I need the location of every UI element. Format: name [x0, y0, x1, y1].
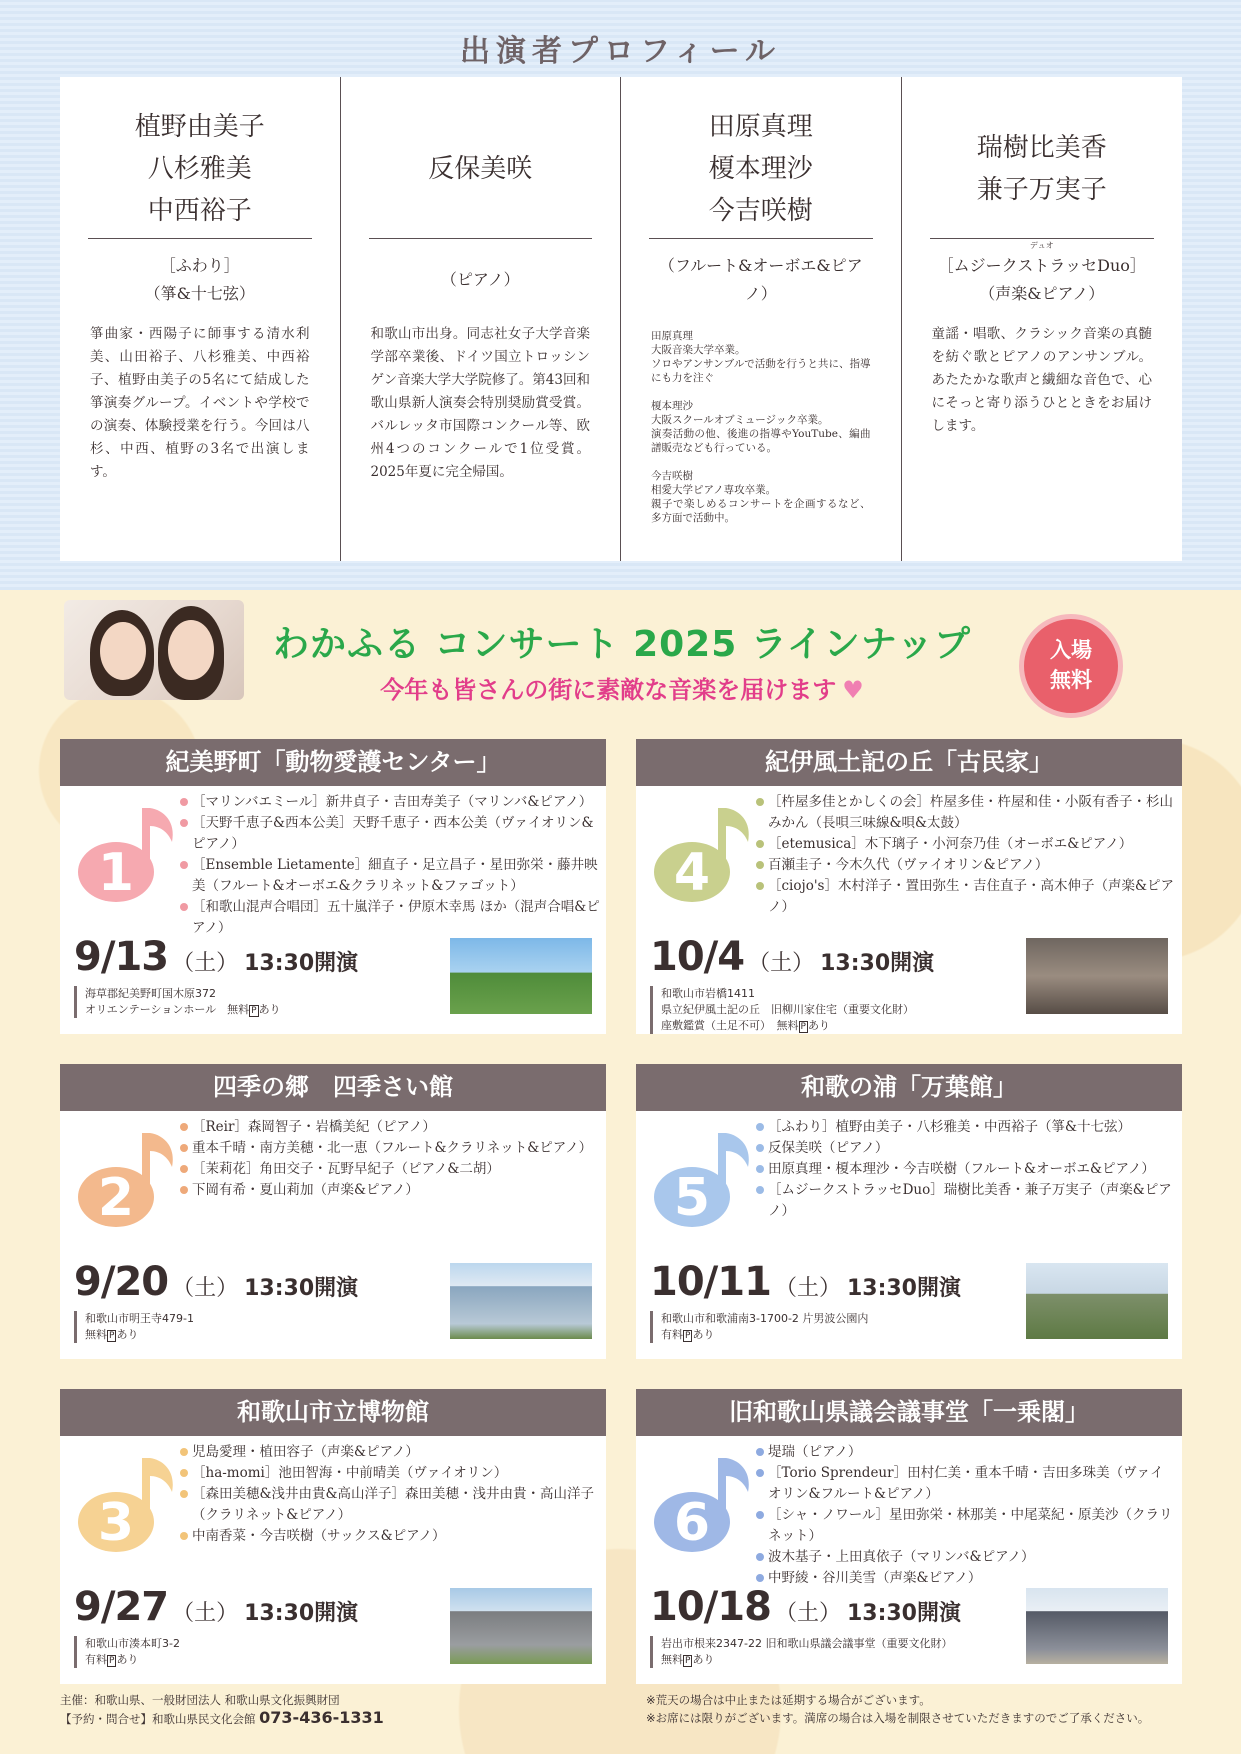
performer-name: 今吉咲樹 [708, 195, 813, 226]
profile-bio: 和歌山市出身。同志社女子大学音楽学部卒業後、ドイツ国立トロッシンゲン音楽大学大学院修了。第43回和歌山県新人演奏会特別奨励賞受賞。バルレッタ市国際コンクール等、欧州4つのコンクールで1位受賞。2025年夏に完全帰国。 [370, 326, 590, 480]
bullet-icon [756, 1144, 764, 1152]
start-time: 13:30開演 [846, 1601, 961, 1626]
performer-name: 中西裕子 [147, 195, 252, 226]
performer-item [756, 855, 1176, 876]
profile-bio: 田原真理 大阪音楽大学卒業。 ソロやアンサンブルで活動を行うと共に、指導にも力を注ぐ 榎本理沙 大阪スクールオブミュージック卒業。 演奏活動の他、後進の指導やYouTube、編曲譜販売なども行っている。 今吉咲樹 相愛大学ピアノ専攻卒業。 親子で楽しめるコンサートを企画するなど、多方面で活動中。 [651, 330, 871, 524]
parking-text: あり [258, 1003, 281, 1016]
performer-item [180, 1442, 600, 1463]
date-line [74, 934, 358, 980]
performer-name: 反保美咲 [428, 153, 533, 184]
bullet-icon [180, 798, 188, 806]
parking-icon: P [685, 1331, 691, 1341]
performer-item [756, 1505, 1176, 1547]
parking-icon: P [251, 1006, 257, 1016]
performer-text: 中野綾・谷川美雪（声楽&ピアノ） [768, 1570, 982, 1586]
performer-list [180, 1442, 600, 1547]
free-admission-badge [1019, 614, 1123, 718]
performer-text: 堤瑞（ピアノ） [768, 1444, 862, 1460]
day-of-week: （土） [774, 1601, 841, 1626]
bullet-icon [756, 840, 764, 848]
parking-text: あり [116, 1328, 139, 1341]
performer-names [930, 99, 1155, 239]
venue-address: 海草郡紀美野町国木原372 [85, 987, 216, 1000]
profile-grid [60, 77, 1182, 561]
bullet-icon [180, 1532, 188, 1540]
performer-text: 百瀬圭子・今木久代（ヴァイオリン&ピアノ） [768, 857, 1049, 873]
concert-card-6 [636, 1389, 1182, 1684]
performer-text: ［天野千恵子&西本公美］天野千恵子・西本公美（ヴァイオリン&ピアノ） [192, 815, 594, 852]
concert-date: 9/27 [74, 1584, 169, 1630]
phone-number: 073-436-1331 [259, 1708, 384, 1727]
performer-name: 瑞樹比美香 [976, 132, 1107, 163]
concert-card-3 [60, 1389, 606, 1684]
performer-text: ［杵屋多佳とかしくの会］杵屋多佳・杵屋和佳・小阪有香子・杉山みかん（長唄三味線&唄&太鼓） [768, 794, 1173, 831]
performer-text: ［Ensemble Lietamente］細直子・足立昌子・星田弥栄・藤井映美（フルート&オーボエ&クラリネット&ファゴット） [192, 857, 598, 894]
date-line [74, 1259, 358, 1305]
badge-line: 無料 [1050, 668, 1092, 692]
fee-text: 座敷鑑賞（土足不可） 無料 [661, 1019, 799, 1032]
performer-text: ［シャ・ノワール］星田弥栄・林那美・中尾菜紀・原美沙（クラリネット） [768, 1507, 1173, 1544]
parking-icon: P [109, 1656, 115, 1666]
venue-info [650, 1636, 952, 1668]
fee-text: 有料 [85, 1653, 107, 1666]
fee-parking-line [661, 1327, 868, 1343]
performer-item [756, 1180, 1176, 1222]
music-note-icon [72, 1448, 182, 1558]
venue-place: 県立紀伊風土記の丘 旧柳川家住宅（重要文化財） [661, 1003, 914, 1016]
bullet-icon [180, 1448, 188, 1456]
performer-text: ［ciojo's］木村洋子・置田弥生・吉住直子・高木伸子（声楽&ピアノ） [768, 878, 1174, 915]
concert-number: 4 [673, 843, 711, 903]
performer-list [756, 1117, 1176, 1222]
bullet-icon [756, 1165, 764, 1173]
fee-parking-line [661, 1018, 914, 1034]
performer-text: 下岡有希・夏山莉加（声楽&ピアノ） [192, 1182, 419, 1198]
performer-item [756, 792, 1176, 834]
performer-text: ［マリンバエミール］新井貞子・吉田寿美子（マリンバ&ピアノ） [192, 794, 593, 810]
performer-item [180, 1526, 600, 1547]
music-note-icon [648, 1448, 758, 1558]
concert-card-4 [636, 739, 1182, 1034]
concert-number: 2 [97, 1168, 135, 1228]
bullet-icon [180, 819, 188, 827]
bullet-icon [756, 1123, 764, 1131]
performer-text: ［ha-momi］池田智海・中前晴美（ヴァイオリン） [192, 1465, 508, 1481]
performer-item [180, 1159, 600, 1180]
profile-column-fuwari [60, 77, 341, 561]
day-of-week: （土） [172, 951, 239, 976]
performer-item [756, 1159, 1176, 1180]
venue-title: 紀美野町「動物愛護センター」 [60, 739, 606, 786]
performer-item [756, 1547, 1176, 1568]
music-note-icon [648, 798, 758, 908]
card-body [60, 1111, 606, 1359]
venue-info [650, 1311, 868, 1343]
bullet-icon [756, 861, 764, 869]
note-seating: ※お席には限りがございます。満席の場合は入場を制限させていただきますのでご了承ください。 [646, 1711, 1150, 1725]
bullet-icon [756, 1574, 764, 1582]
performer-text: ［ふわり］植野由美子・八杉雅美・中西裕子（箏&十七弦） [768, 1119, 1132, 1135]
venue-photo [450, 1263, 592, 1339]
start-time: 13:30開演 [244, 951, 359, 976]
card-body [60, 1436, 606, 1684]
lineup-subtitle [262, 670, 982, 705]
performer-names [369, 99, 593, 239]
venue-address: 和歌山市湊本町3-2 [85, 1637, 180, 1650]
instrument: （箏&十七弦） [144, 284, 255, 303]
venue-info [74, 986, 281, 1018]
ruby-text: デュオ [1029, 241, 1054, 250]
venue-photo [450, 1588, 592, 1664]
venue-title: 和歌山市立博物館 [60, 1389, 606, 1436]
bullet-icon [756, 1553, 764, 1561]
bullet-icon [756, 798, 764, 806]
performer-text: 波木基子・上田真依子（マリンバ&ピアノ） [768, 1549, 1035, 1565]
venue-info [74, 1636, 180, 1668]
bullet-icon [756, 882, 764, 890]
performer-text: ［Reir］森岡智子・岩橋美紀（ピアノ） [192, 1119, 436, 1135]
footer-notes [646, 1691, 1149, 1727]
performer-item [180, 1138, 600, 1159]
venue-info [650, 986, 914, 1034]
performer-list [180, 792, 600, 939]
card-body [636, 786, 1182, 1034]
start-time: 13:30開演 [244, 1601, 359, 1626]
performer-item [180, 792, 600, 813]
parking-icon: P [685, 1656, 691, 1666]
contact-label: 【予約・問合せ】和歌山県民文化会館 [60, 1712, 256, 1726]
profile-section [0, 0, 1241, 590]
fee-text: 無料 [661, 1653, 683, 1666]
performer-text: 中南香菜・今吉咲樹（サックス&ピアノ） [192, 1528, 446, 1544]
day-of-week: （土） [172, 1601, 239, 1626]
start-time: 13:30開演 [846, 1276, 961, 1301]
concert-date: 9/13 [74, 934, 169, 980]
profile-bio: 童謡・唱歌、クラシック音楽の真髄を紡ぐ歌とピアノのアンサンブル。あたたかな歌声と繊細な音色で、心にそっと寄り添うひとときをお届けします。 [931, 326, 1152, 434]
performer-item [180, 1117, 600, 1138]
lineup-subtitle-text: 今年も皆さんの街に素敵な音楽を届けます [380, 676, 837, 704]
music-note-icon [72, 1123, 182, 1233]
profile-heading: 出演者プロフィール [460, 34, 781, 69]
profile-bio: 箏曲家・西陽子に師事する清水利美、山田裕子、八杉雅美、中西裕子、植野由美子の5名にて結成した箏演奏グループ。イベントや学校での演奏、体験授業を行う。今回は八杉、中西、植野の3名で出演します。 [90, 326, 310, 480]
performer-text: ［ムジークストラッセDuo］瑞樹比美香・兼子万実子（声楽&ピアノ） [768, 1182, 1172, 1219]
parking-text: あり [807, 1019, 830, 1032]
group-name-with-ruby [932, 241, 1153, 280]
concert-number: 1 [97, 843, 135, 903]
instrument: （声楽&ピアノ） [979, 284, 1105, 303]
date-line [74, 1584, 358, 1630]
performer-names [88, 99, 312, 239]
parking-icon: P [800, 1022, 806, 1032]
parking-text: あり [116, 1653, 139, 1666]
bullet-icon [180, 1490, 188, 1498]
contact-line [60, 1709, 384, 1728]
fee-text: オリエンテーションホール 無料 [85, 1003, 250, 1016]
profile-column-trio [621, 77, 902, 561]
venue-photo [1026, 1588, 1168, 1664]
bullet-icon [180, 1123, 188, 1131]
group-name: ［ふわり］ [159, 256, 240, 275]
performer-text: 反保美咲（ピアノ） [768, 1140, 889, 1156]
performer-text: ［森田美穂&浅井由貴&高山洋子］森田美穂・浅井由貴・高山洋子（クラリネット&ピアノ） [192, 1486, 595, 1523]
performer-item [756, 876, 1176, 918]
bullet-icon [756, 1448, 764, 1456]
card-body [636, 1111, 1182, 1359]
concert-date: 10/11 [650, 1259, 771, 1305]
parking-icon: P [109, 1331, 115, 1341]
performer-item [756, 1138, 1176, 1159]
performer-item [180, 855, 600, 897]
instrument: （ピアノ） [440, 270, 520, 289]
date-line [650, 934, 934, 980]
venue-title: 四季の郷 四季さい館 [60, 1064, 606, 1111]
performer-text: ［Torio Sprendeur］田村仁美・重本千晴・吉田多珠美（ヴァイオリン&フルート&ピアノ） [768, 1465, 1164, 1502]
venue-photo [1026, 938, 1168, 1014]
fee-text: 有料 [661, 1328, 683, 1341]
performer-name: 植野由美子 [134, 111, 265, 142]
performer-names [649, 99, 873, 239]
performer-name: 榎本理沙 [708, 153, 813, 184]
venue-title: 和歌の浦「万葉館」 [636, 1064, 1182, 1111]
fee-parking-line [85, 1652, 180, 1668]
performer-text: 重本千晴・南方美穂・北一恵（フルート&クラリネット&ピアノ） [192, 1140, 593, 1156]
performers-photo [64, 600, 244, 700]
venue-address: 和歌山市明王寺479-1 [85, 1312, 194, 1325]
performer-name: 田原真理 [708, 111, 813, 142]
day-of-week: （土） [172, 1276, 239, 1301]
bullet-icon [180, 1469, 188, 1477]
bullet-icon [180, 861, 188, 869]
parking-text: あり [692, 1653, 715, 1666]
concert-date: 10/4 [650, 934, 745, 980]
concert-date: 9/20 [74, 1259, 169, 1305]
bullet-icon [180, 903, 188, 911]
venue-title: 紀伊風土記の丘「古民家」 [636, 739, 1182, 786]
music-note-icon [648, 1123, 758, 1233]
date-line [650, 1259, 961, 1305]
group-info [651, 249, 871, 311]
lineup-title: わかふる コンサート 2025 ラインナップ [273, 624, 971, 665]
bullet-icon [180, 1186, 188, 1194]
fee-parking-line [85, 1002, 281, 1018]
performer-list [756, 792, 1176, 918]
badge-line: 入場 [1050, 638, 1092, 662]
bullet-icon [180, 1144, 188, 1152]
venue-photo [450, 938, 592, 1014]
performer-text: ［和歌山混声合唱団］五十嵐洋子・伊原木幸馬 ほか（混声合唱&ピアノ） [192, 899, 600, 936]
profile-column-tampo [341, 77, 622, 561]
day-of-week: （土） [748, 951, 815, 976]
group-info [932, 241, 1153, 311]
footer-organizer [60, 1691, 384, 1728]
heart-icon: ♥ [842, 676, 864, 704]
performer-text: ［茉莉花］角田交子・瓦野早紀子（ピアノ&二胡） [192, 1161, 500, 1177]
note-weather: ※荒天の場合は中止または延期する場合がございます。 [646, 1693, 931, 1707]
concert-date: 10/18 [650, 1584, 771, 1630]
performer-name: 八杉雅美 [147, 153, 252, 184]
venue-photo [1026, 1263, 1168, 1339]
card-body [60, 786, 606, 1034]
performer-item [180, 897, 600, 939]
fee-parking-line [85, 1327, 194, 1343]
performer-item [180, 1463, 600, 1484]
concert-number: 5 [673, 1168, 711, 1228]
performer-item [756, 1442, 1176, 1463]
bullet-icon [756, 1511, 764, 1519]
concert-number: 3 [97, 1493, 135, 1553]
performer-item [180, 813, 600, 855]
concert-card-2 [60, 1064, 606, 1359]
performer-list [756, 1442, 1176, 1589]
performer-list [180, 1117, 600, 1201]
group-name: ［ムジークストラッセDuo］ [937, 256, 1146, 275]
concert-number: 6 [673, 1493, 711, 1553]
performer-name: 兼子万実子 [976, 174, 1107, 205]
concert-card-5 [636, 1064, 1182, 1359]
performer-item [756, 834, 1176, 855]
performer-item [756, 1117, 1176, 1138]
start-time: 13:30開演 [820, 951, 935, 976]
card-body [636, 1436, 1182, 1684]
instrument: （フルート&オーボエ&ピアノ） [658, 256, 863, 303]
bullet-icon [756, 1186, 764, 1194]
music-note-icon [72, 798, 182, 908]
performer-item [180, 1180, 600, 1201]
bullet-icon [756, 1469, 764, 1477]
day-of-week: （土） [774, 1276, 841, 1301]
parking-text: あり [692, 1328, 715, 1341]
venue-address: 岩出市根来2347-22 旧和歌山県議会議事堂（重要文化財） [661, 1637, 953, 1650]
venue-title: 旧和歌山県議会議事堂「一乗閣」 [636, 1389, 1182, 1436]
bullet-icon [180, 1165, 188, 1173]
start-time: 13:30開演 [244, 1276, 359, 1301]
venue-address: 和歌山市和歌浦南3-1700-2 片男波公園内 [661, 1312, 869, 1325]
date-line [650, 1584, 961, 1630]
fee-text: 無料 [85, 1328, 107, 1341]
organizer-text: 主催：和歌山県、一般財団法人 和歌山県文化振興財団 [60, 1693, 340, 1707]
performer-text: 児島愛理・植田容子（声楽&ピアノ） [192, 1444, 419, 1460]
performer-text: 田原真理・榎本理沙・今吉咲樹（フルート&オーボエ&ピアノ） [768, 1161, 1155, 1177]
performer-text: ［etemusica］木下璃子・小河奈乃佳（オーボエ&ピアノ） [768, 836, 1133, 852]
venue-address: 和歌山市岩橋1411 [661, 987, 755, 1000]
performer-item [756, 1463, 1176, 1505]
concert-card-1 [60, 739, 606, 1034]
group-info [371, 249, 591, 311]
venue-info [74, 1311, 194, 1343]
performer-item [180, 1484, 600, 1526]
profile-column-duo [902, 77, 1183, 561]
group-info [90, 249, 310, 311]
fee-parking-line [661, 1652, 952, 1668]
